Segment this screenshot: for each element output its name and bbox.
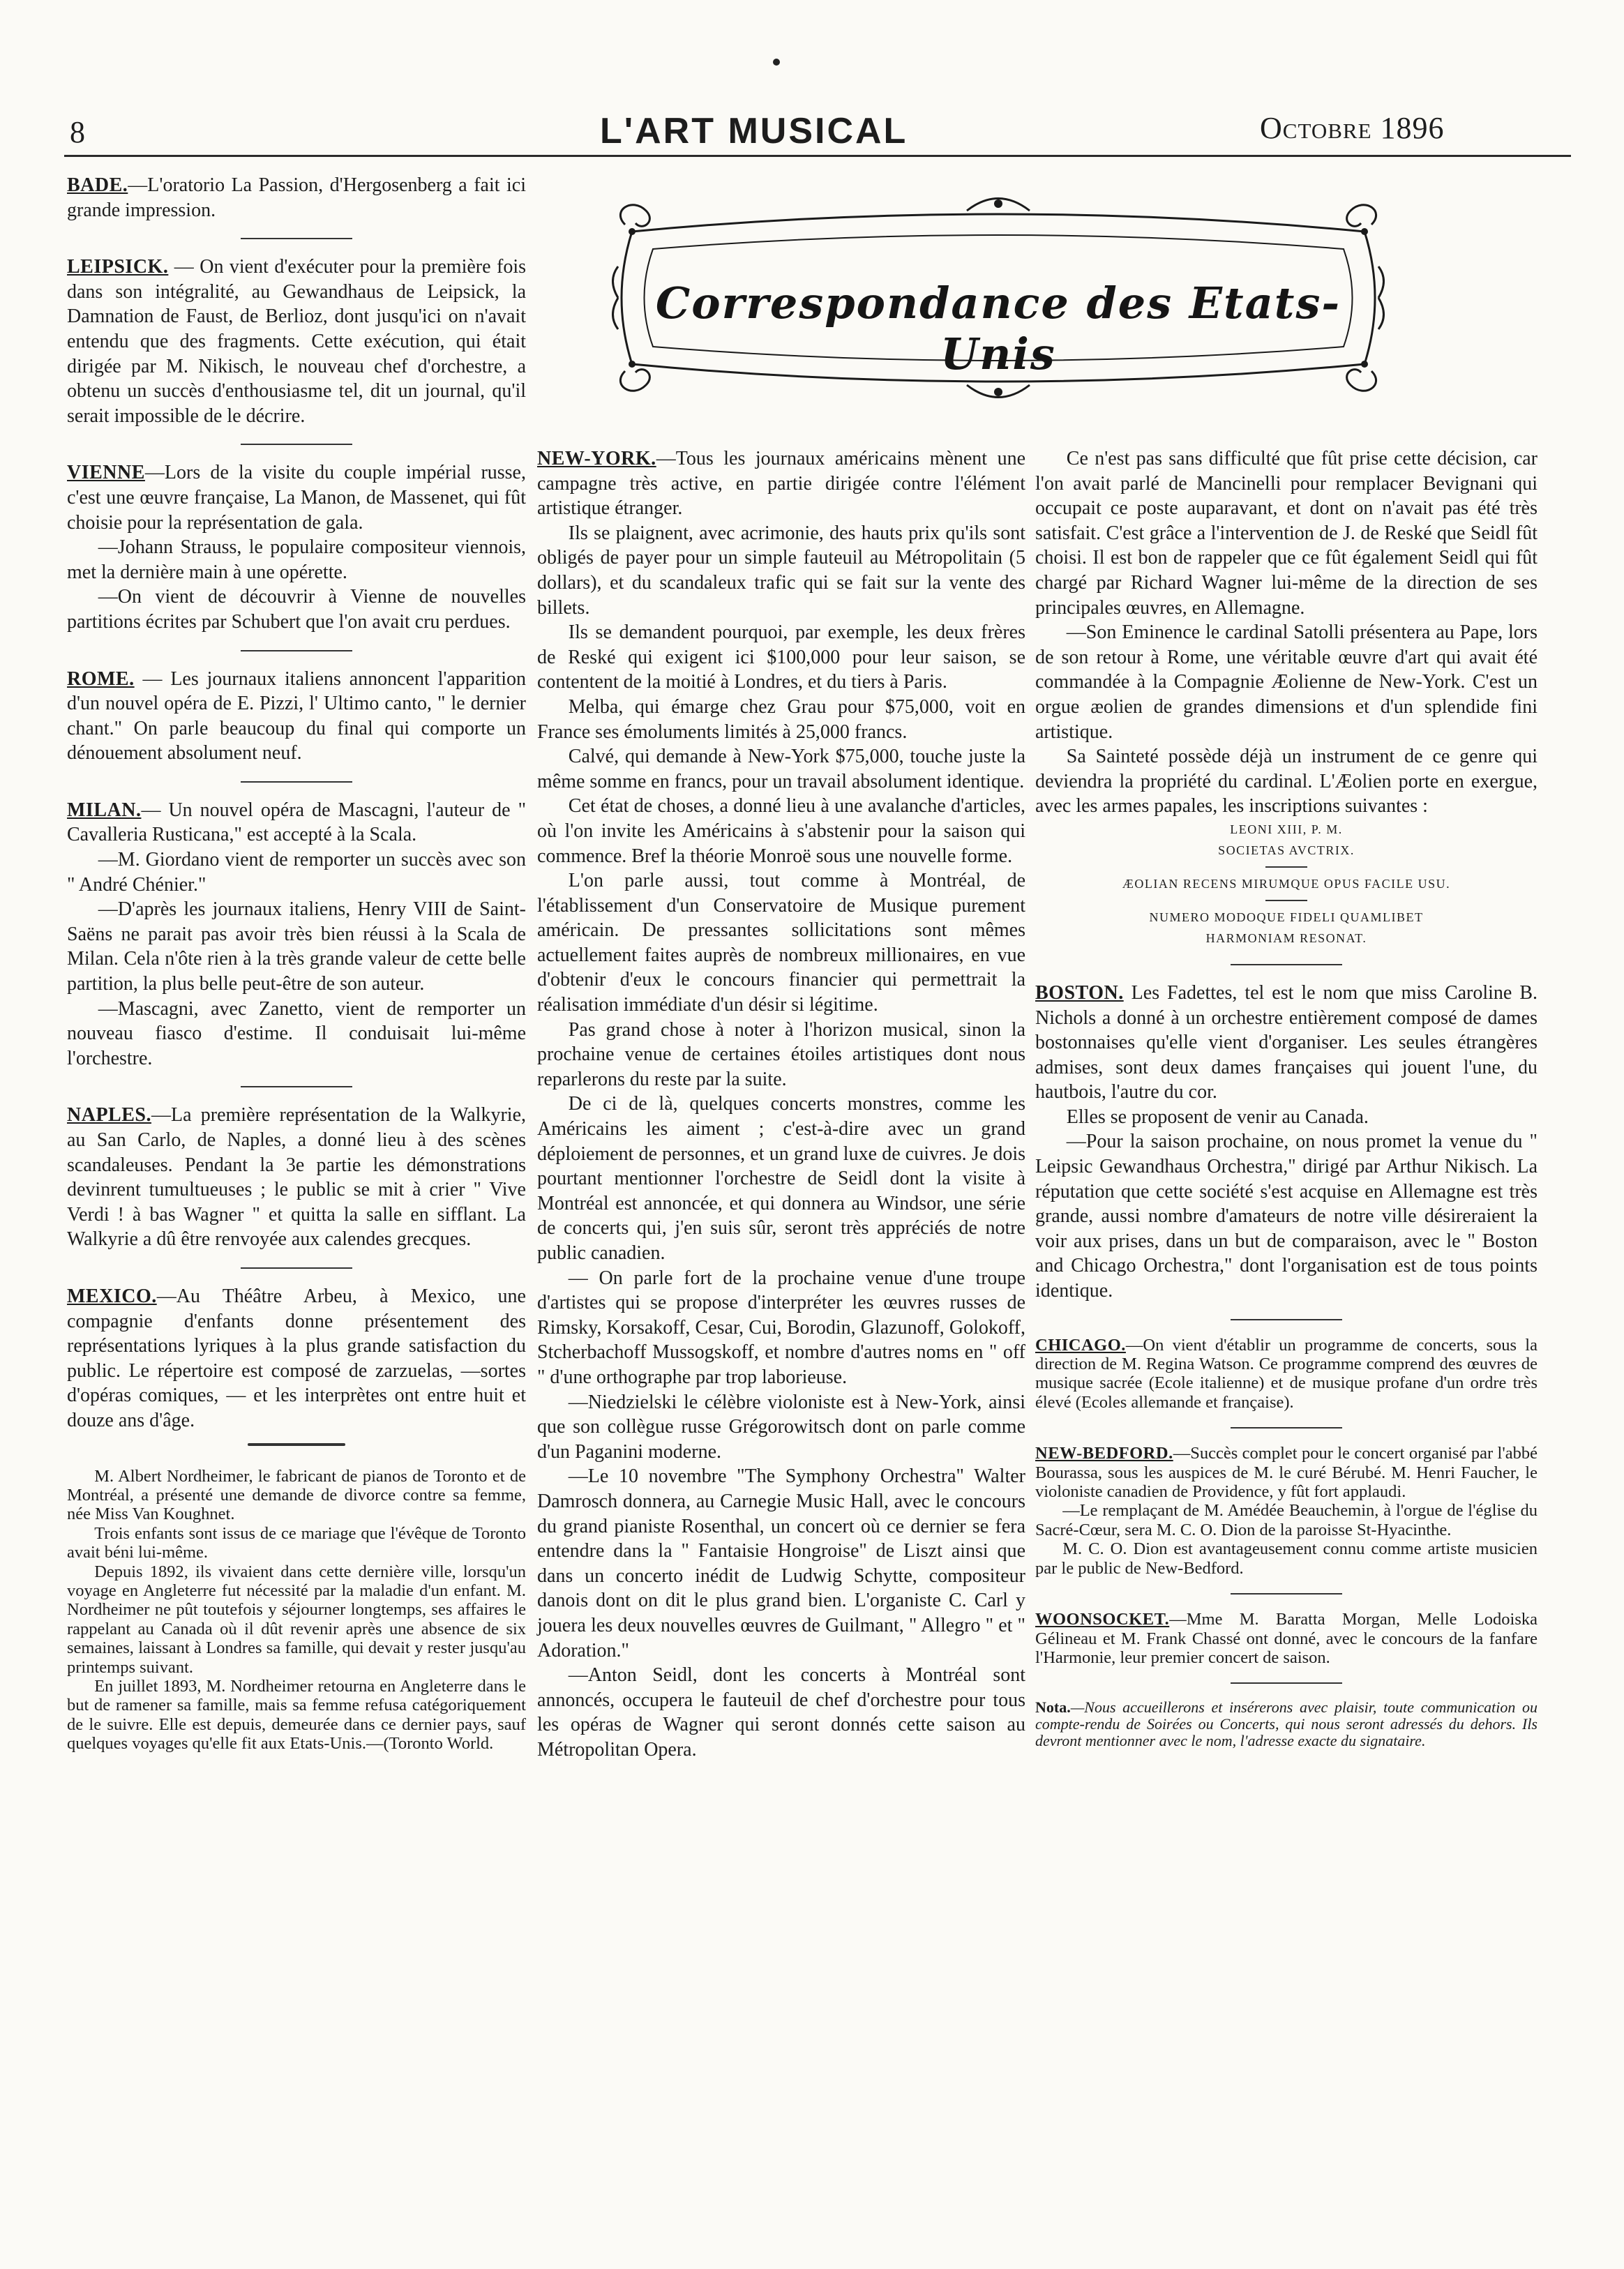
article-nordheimer bbox=[67, 1467, 526, 1754]
aeolian-paragraph: Sa Sainteté possède déjà un instrument de ce genre qui deviendra la propriété du cardinal. L'Æolien porte en exergue, avec les armes papales, les inscriptions suivantes : bbox=[1035, 746, 1537, 817]
rome-text: — Les journaux italiens annoncent l'apparition d'un nouvel opéra de E. Pizzi, l' Ultimo canto, " le dernier chant." On parle beaucoup du final qui comporte un dénouement absolument neuf. bbox=[67, 668, 526, 764]
new-york-paragraph-2: Ils se plaignent, avec acrimonie, des hauts prix qu'ils sont obligés de payer pour un simple fauteuil au Métropolitain (5 dollars), et du scandaleux trafic qui se fait sur la vente des billets. bbox=[537, 522, 1025, 619]
column-left bbox=[67, 173, 526, 1754]
vienne-paragraph-2: —Johann Strauss, le populaire compositeur viennois, met la dernière main à une opérette. bbox=[67, 536, 526, 583]
news-item-new-bedford bbox=[1035, 1444, 1537, 1578]
section-divider bbox=[241, 1086, 352, 1087]
woonsocket-text: —Mme M. Baratta Morgan, Melle Lodoiska Gélineau et M. Frank Chassé ont donné, avec le concours de la fanfare l'Harmonie, leur premier concert de saison. bbox=[1035, 1610, 1537, 1667]
new-bedford-text: —Succès complet pour le concert organisé par l'abbé Bourassa, sous les auspices de M. le curé Bérubé. M. Henri Faucher, le violoniste canadien de Providence, y fût fort applaudi. bbox=[1035, 1444, 1537, 1502]
ink-dot bbox=[773, 59, 780, 66]
new-york-paragraph-3: Ils se demandent pourquoi, par exemple, les deux frères de Reské qui exigent ici $100,000 pour leur saison, se contentent de la moitié à Londres, et du tiers à Paris. bbox=[537, 621, 1025, 693]
boston-paragraph-2: Elles se proposent de venir au Canada. bbox=[1066, 1106, 1369, 1128]
city-heading-new-york: NEW-YORK. bbox=[537, 448, 656, 469]
new-bedford-paragraph-2: —Le remplaçant de M. Amédée Beauchemin, à l'orgue de l'église du Sacré-Cœur, sera M. C. O. Dion de la paroisse St-Hyacinthe. bbox=[1035, 1501, 1537, 1539]
leipsick-text: — On vient d'exécuter pour la première fois dans son intégralité, au Gewandhaus de Leipsick, la Damnation de Faust, de Berlioz, dont jusqu'ici on n'avait entendu que des fragments. Cette exécution, qui était dirigée par M. Nikisch, le nouveau chef d'orchestre, a obtenu un succès d'enthousiasme tel, dit un journal, qu'il serait impossible de le décrire. bbox=[67, 256, 526, 427]
milan-paragraph-3: —D'après les journaux italiens, Henry VIII de Saint-Saëns ne parait pas avoir très bien réussi à la Scala de Milan. Cela n'ôte rien à la très grande valeur de cette belle partition, la plus belle peut-être de son auteur. bbox=[67, 898, 526, 995]
city-heading-leipsick: LEIPSICK. bbox=[67, 256, 169, 278]
news-item-naples bbox=[67, 1103, 526, 1252]
inscription-line-1: LEONI XIII, P. M. bbox=[1230, 822, 1343, 836]
mexico-text: —Au Théâtre Arbeu, à Mexico, une compagnie d'enfants donne présentement des représentations lyriques à la plus grande satisfaction du public. Le répertoire est composé de zarzuelas, —sortes d'opéras comiques, — et les interprètes ont entre huit et douze ans d'âge. bbox=[67, 1285, 526, 1431]
ornamental-banner bbox=[604, 183, 1392, 413]
section-divider bbox=[241, 444, 352, 445]
inscription-line-2: SOCIETAS AVCTRIX. bbox=[1218, 843, 1355, 857]
news-item-bade bbox=[67, 173, 526, 223]
nordheimer-paragraph-2: Trois enfants sont issus de ce mariage que l'évêque de Toronto avait béni lui-même. bbox=[67, 1523, 526, 1562]
section-divider bbox=[1231, 1427, 1342, 1429]
city-heading-woonsocket: WOONSOCKET. bbox=[1035, 1610, 1170, 1629]
vienne-paragraph-3: —On vient de découvrir à Vienne de nouvelles partitions écrites par Schubert que l'on avait cru perdues. bbox=[67, 586, 526, 633]
section-divider bbox=[241, 1267, 352, 1269]
editor-note bbox=[1035, 1699, 1537, 1749]
vienne-text: —Lors de la visite du couple impérial russe, c'est une œuvre française, La Manon, de Massenet, qui fût choisie pour la représentation de gala. bbox=[67, 462, 526, 534]
new-york-paragraph-5: Calvé, qui demande à New-York $75,000, touche juste la même somme en francs, pour un travail absolument identique. bbox=[537, 746, 1025, 792]
issue-date: Octobre 1896 bbox=[1260, 111, 1445, 145]
bade-text: —L'oratorio La Passion, d'Hergosenberg a fait ici grande impression. bbox=[67, 174, 526, 221]
chicago-text: —On vient d'établir un programme de concerts, sous la direction de M. Regina Watson. Ce programme comprend des œuvres de musique sacrée (Ecole italienne) et de musique profane d'un ordre très élevé (Ecoles allemande et française). bbox=[1035, 1335, 1537, 1412]
city-heading-boston: BOSTON. bbox=[1035, 981, 1124, 1004]
satolli-paragraph: —Son Eminence le cardinal Satolli présentera au Pape, lors de son retour à Rome, une véritable œuvre d'art qui avait été commandée à la Compagnie Æolienne de New-York. C'est un orgue æolien de grandes dimensions et d'un splendide fini artistique. bbox=[1035, 621, 1537, 743]
header-rule bbox=[64, 155, 1571, 157]
banner-title: Correspondance des Etats-Unis bbox=[655, 278, 1341, 379]
city-heading-milan: MILAN. bbox=[67, 799, 142, 821]
inscription-line-4: NUMERO MODOQUE FIDELI QUAMLIBET bbox=[1149, 910, 1424, 924]
news-item-leipsick bbox=[67, 255, 526, 428]
city-heading-mexico: MEXICO. bbox=[67, 1285, 157, 1307]
news-item-new-york bbox=[537, 446, 1025, 521]
nordheimer-paragraph-4: En juillet 1893, M. Nordheimer retourna en Angleterre dans le but de ramener sa famille, mais sa femme refusa catégoriquement de le suivre. Elle est depuis, demeurée dans ce dernier pays, sauf quelques voyages qu'elle fit aux Etats-Unis.—(Toronto World. bbox=[67, 1677, 526, 1754]
page-number: 8 bbox=[70, 115, 85, 149]
city-heading-naples: NAPLES. bbox=[67, 1104, 151, 1126]
nota-text: —Nous accueillerons et insérerons avec plaisir, toute communication ou compte-rendu de Soirées ou Concerts, qui nous seront adressés du dehors. Ils devront mentionner avec le nom, l'adresse exacte du signataire. bbox=[1035, 1698, 1537, 1750]
nordheimer-paragraph-1: M. Albert Nordheimer, le fabricant de pianos de Toronto et de Montréal, a présenté une demande de divorce contre sa femme, née Miss Van Koughnet. bbox=[67, 1466, 526, 1524]
section-divider bbox=[241, 781, 352, 783]
new-york-text: —Tous les journaux américains mènent une campagne très active, en partie dirigée contre l'élément artistique étranger. bbox=[537, 448, 1025, 520]
masthead-title: L'ART MUSICAL bbox=[600, 111, 908, 151]
ornamental-divider bbox=[248, 1443, 345, 1446]
naples-text: —La première représentation de la Walkyrie, au San Carlo, de Naples, a donné lieu à des scènes scandaleuses. Pendant la 3e partie les démonstrations devinrent tumultueuses ; le public se mit à crier " Vive Verdi ! à bas Wagner " et quitta la salle en sifflant. La Walkyrie a dû être renvoyée aux calendes grecques. bbox=[67, 1104, 526, 1251]
new-york-paragraph-12: —Le 10 novembre "The Symphony Orchestra" Walter Damrosch donnera, au Carnegie Music Hall, avec le concours du grand pianiste Rosenthal, un concert où ce dernier se fera entendre dans la " Fantaisie Hongroise" de Liszt ainsi que dans un concerto inédit de Ludwig Schytte, compositeur danois dont on dit le plus grand bien. L'organiste C. Carl y jouera les deux nouvelles œuvres de Guilmant, " Allegro " et " Adoration." bbox=[537, 1465, 1025, 1661]
city-heading-chicago: CHICAGO. bbox=[1035, 1335, 1126, 1355]
new-york-paragraph-4: Melba, qui émarge chez Grau pour $75,000, voit en France ses émoluments limités à 25,000 francs. bbox=[537, 695, 1025, 743]
new-bedford-paragraph-3: M. C. O. Dion est avantageusement connu comme artiste musicien par le public de New-Bedford. bbox=[1035, 1539, 1537, 1578]
section-divider bbox=[1231, 1319, 1342, 1320]
new-york-paragraph-11: —Niedzielski le célèbre violoniste est à New-York, ainsi que son collègue russe Grégorowitsch dont on parle comme d'un Paganini moderne. bbox=[537, 1391, 1025, 1463]
section-divider bbox=[241, 238, 352, 239]
new-york-paragraph-13: —Anton Seidl, dont les concerts à Montréal sont annoncés, occupera le fauteuil de chef d'orchestre pour tous les opéras de Wagner qui seront donnés cette saison au Métropolitan Opera. bbox=[537, 1664, 1025, 1761]
city-heading-new-bedford: NEW-BEDFORD. bbox=[1035, 1444, 1173, 1463]
inscription-divider bbox=[1265, 866, 1307, 868]
milan-paragraph-2: —M. Giordano vient de remporter un succès avec son " André Chénier." bbox=[67, 849, 526, 896]
seidl-paragraph: Ce n'est pas sans difficulté que fût prise cette décision, car l'on avait parlé de Mancinelli pour remplacer Bevignani qui occupait ce poste auparavant, et dont on n'avait pas été très satisfait. C'est grâce a l'intervention de J. de Reské que Seidl fût choisi. Il est bon de rappeler que ce fût également Seidl qui fût chargé par Richard Wagner lui-même de la direction de ses principales œuvres, en Allemagne. bbox=[1035, 448, 1537, 619]
news-item-vienne bbox=[67, 460, 526, 535]
city-heading-rome: ROME. bbox=[67, 668, 135, 690]
news-item-chicago bbox=[1035, 1336, 1537, 1412]
news-item-mexico bbox=[67, 1284, 526, 1433]
news-item-rome bbox=[67, 667, 526, 766]
section-divider bbox=[241, 650, 352, 651]
new-york-paragraph-7: L'on parle aussi, tout comme à Montréal, de l'établissement d'un Conservatoire de Musique purement américain. De pressantes sollicitations sont mêmes actuellement faites auprès de nombreux millionaires, en vue d'obtenir d'eux le concours financier qui permettrait la réalisation immédiate d'un désir si légitime. bbox=[537, 870, 1025, 1016]
nordheimer-paragraph-3: Depuis 1892, ils vivaient dans cette dernière ville, lorsqu'un voyage en Angleterre fut nécessité par la maladie d'un enfant. M. Nordheimer ne pût toutefois y séjourner longtemps, ses affaires le rappelant au Canada où il dût revenir après une absence de six semaines, laissant à Londres sa famille, qui devait y rester jusqu'au printemps suivant. bbox=[67, 1562, 526, 1677]
milan-paragraph-4: —Mascagni, avec Zanetto, vient de remporter un nouveau fiasco d'estime. Il conduisait lui-même l'orchestre. bbox=[67, 997, 526, 1069]
inscription-line-3: ÆOLIAN RECENS MIRUMQUE OPUS FACILE USU. bbox=[1122, 876, 1451, 891]
inscription-divider bbox=[1265, 900, 1307, 901]
section-divider bbox=[1231, 1682, 1342, 1684]
news-item-milan bbox=[67, 798, 526, 847]
new-york-paragraph-9: De ci de là, quelques concerts monstres, comme les Américains les aiment ; c'est-à-dire avec un grand déploiement de personnes, et un grand luxe de cuivres. Je dois pourtant mentionner l'orchestre de Seidl dont la visite à Montréal est annoncée, et qui donnera au Windsor, une série de concerts qui, j'en suis sûr, seront très appréciés de notre public canadien. bbox=[537, 1093, 1025, 1264]
new-york-paragraph-8: Pas grand chose à noter à l'horizon musical, sinon la prochaine venue de certaines étoiles artistiques dont nous reparlerons du reste par la suite. bbox=[537, 1018, 1025, 1090]
inscription-line-5: HARMONIAM RESONAT. bbox=[1205, 930, 1367, 945]
new-york-paragraph-6: Cet état de choses, a donné lieu à une avalanche d'articles, où l'on invite les Américains à s'abstenir pour la saison qui commence. Bref la théorie Monroë sous une nouvelle forme. bbox=[537, 795, 1025, 867]
news-item-woonsocket bbox=[1035, 1610, 1537, 1667]
boston-paragraph-3: —Pour la saison prochaine, on nous promet la venue du " Leipsic Gewandhaus Orchestra," dirigé par Arthur Nikisch. La réputation que cette société s'est acquise en Allemagne est très grande, aussi nombre d'amateurs de notre ville désireraient la voir aux prises, dans un but de comparaison, avec le " Boston and Chicago Orchestra," dont l'organisation est de tous points identique. bbox=[1035, 1131, 1537, 1302]
nota-label: Nota. bbox=[1035, 1698, 1071, 1717]
column-right bbox=[1035, 446, 1537, 1749]
column-middle bbox=[537, 446, 1025, 1762]
section-divider bbox=[1231, 1593, 1342, 1595]
city-heading-bade: BADE. bbox=[67, 174, 128, 196]
boston-text: Les Fadettes, tel est le nom que miss Caroline B. Nichols a donné à un orchestre entièrement composé de dames bostonnaises qu'elle vient d'organiser. Les seules étrangères admises, sont deux dames françaises qui jouent l'une, du hautbois, l'autre du cor. bbox=[1035, 981, 1537, 1103]
section-divider bbox=[1231, 964, 1342, 965]
new-york-paragraph-10: — On parle fort de la prochaine venue d'une troupe d'artistes qui se propose d'interpréter les œuvres russes de Rimsky, Korsakoff, Cesar, Cui, Borodin, Glazunoff, Golokoff, Stcherbachoff Mussogskoff, et nombre d'autres noms en " off " d'une orthographe par trop laborieuse. bbox=[537, 1267, 1025, 1388]
news-item-boston bbox=[1035, 981, 1537, 1105]
milan-text: — Un nouvel opéra de Mascagni, l'auteur de " Cavalleria Rusticana," est accepté à la Scala. bbox=[67, 799, 526, 846]
city-heading-vienne: VIENNE bbox=[67, 462, 145, 484]
